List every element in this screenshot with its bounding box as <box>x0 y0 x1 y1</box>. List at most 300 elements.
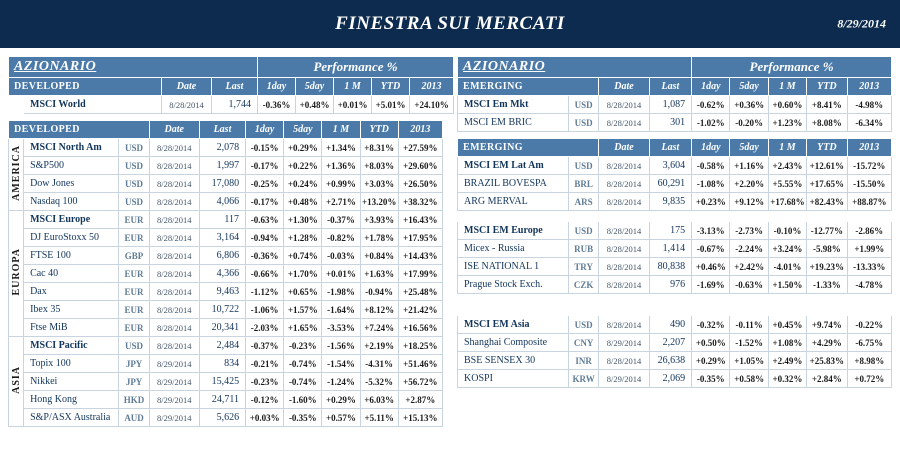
perf-2013: +1.99% <box>847 240 891 258</box>
perf-2013: +25.48% <box>398 283 442 301</box>
index-currency: EUR <box>119 229 149 247</box>
perf-ytd: +3.93% <box>360 211 398 229</box>
index-last: 834 <box>199 355 245 373</box>
index-date: 8/28/2014 <box>599 276 649 294</box>
index-last: 60,291 <box>649 175 691 193</box>
table-row <box>9 409 443 427</box>
col-2013-2: 2013 <box>847 139 891 157</box>
index-currency: AUD <box>119 409 149 427</box>
table-row <box>9 175 443 193</box>
index-currency: GBP <box>119 247 149 265</box>
perf-1day: -1.06% <box>246 301 284 319</box>
perf-ytd: +12.61% <box>807 157 847 175</box>
perf-5day: +9.12% <box>730 193 768 211</box>
perf-2013: +0.72% <box>847 370 891 388</box>
perf-1day: -0.32% <box>692 316 730 334</box>
index-last: 26,638 <box>649 352 691 370</box>
perf-2013: +17.99% <box>398 265 442 283</box>
perf-2013: +15.13% <box>398 409 442 427</box>
perf-1m: +0.01% <box>334 96 372 114</box>
index-last: 4,366 <box>199 265 245 283</box>
perf-1m: +0.01% <box>322 265 360 283</box>
perf-5day: -1.52% <box>730 334 768 352</box>
perf-1day: -0.17% <box>246 157 284 175</box>
perf-1day: +0.03% <box>246 409 284 427</box>
perf-ytd: +6.03% <box>360 391 398 409</box>
perf-1day: -0.15% <box>246 139 284 157</box>
index-last: 1,997 <box>199 157 245 175</box>
perf-2013: +24.10% <box>410 96 454 114</box>
col-1day: 1day <box>692 78 730 96</box>
index-last: 2,069 <box>649 370 691 388</box>
perf-1m: +2.49% <box>768 352 806 370</box>
index-date: 8/28/2014 <box>149 229 199 247</box>
perf-1m: -1.56% <box>322 337 360 355</box>
perf-5day: +1.30% <box>284 211 322 229</box>
index-last: 6,806 <box>199 247 245 265</box>
table-row <box>458 96 892 114</box>
perf-1m: +0.45% <box>768 316 806 334</box>
perf-1day: -0.25% <box>246 175 284 193</box>
perf-1day: -0.58% <box>692 157 730 175</box>
perf-ytd: +2.84% <box>807 370 847 388</box>
perf-1m: -3.53% <box>322 319 360 337</box>
table-row <box>458 175 892 193</box>
perf-5day: +1.70% <box>284 265 322 283</box>
perf-1day: -0.35% <box>692 370 730 388</box>
index-date: 8/28/2014 <box>149 265 199 283</box>
perf-2013: +38.32% <box>398 193 442 211</box>
index-currency: ARS <box>569 193 599 211</box>
index-name: Dow Jones <box>24 175 119 193</box>
col-2013-2: 2013 <box>398 121 442 139</box>
perf-1m: +0.32% <box>768 370 806 388</box>
perf-5day: -0.74% <box>284 373 322 391</box>
perf-ytd: +1.63% <box>360 265 398 283</box>
perf-ytd: +4.29% <box>807 334 847 352</box>
perf-ytd: +8.08% <box>807 114 847 132</box>
index-name: ARG MERVAL <box>458 193 569 211</box>
perf-5day: +0.22% <box>284 157 322 175</box>
panel-emerging <box>457 56 892 472</box>
left-section-label-2: DEVELOPED <box>9 121 150 139</box>
perf-5day: +1.28% <box>284 229 322 247</box>
index-date: 8/28/2014 <box>599 96 649 114</box>
index-last: 1,744 <box>212 96 258 114</box>
index-currency: USD <box>119 175 149 193</box>
index-name: BRAZIL BOVESPA <box>458 175 569 193</box>
index-date: 8/28/2014 <box>599 316 649 334</box>
perf-2013: -2.86% <box>847 222 891 240</box>
perf-5day: +2.20% <box>730 175 768 193</box>
perf-ytd: +5.01% <box>372 96 410 114</box>
perf-5day: +0.24% <box>284 175 322 193</box>
index-name: Cac 40 <box>24 265 119 283</box>
index-currency: USD <box>119 193 149 211</box>
index-date: 8/28/2014 <box>149 283 199 301</box>
table-row <box>458 157 892 175</box>
col-1day-2: 1day <box>246 121 284 139</box>
table-row <box>458 352 892 370</box>
index-date: 8/28/2014 <box>149 193 199 211</box>
perf-2013: -4.78% <box>847 276 891 294</box>
table-row <box>9 301 443 319</box>
perf-ytd: -0.94% <box>360 283 398 301</box>
left-section-label-1: DEVELOPED <box>9 78 162 96</box>
perf-2013: +21.42% <box>398 301 442 319</box>
index-date: 8/28/2014 <box>149 319 199 337</box>
perf-2013: -4.98% <box>847 96 891 114</box>
right-banner-row <box>458 57 892 78</box>
perf-1m: -0.10% <box>768 222 806 240</box>
perf-ytd: +82.43% <box>807 193 847 211</box>
index-currency: USD <box>569 157 599 175</box>
perf-2013: -13.33% <box>847 258 891 276</box>
left-banner-label: AZIONARIO <box>9 57 258 78</box>
perf-ytd: -5.98% <box>807 240 847 258</box>
index-name: MSCI EM Lat Am <box>458 157 569 175</box>
perf-5day: -1.60% <box>284 391 322 409</box>
index-date: 8/28/2014 <box>149 247 199 265</box>
perf-1day: -1.12% <box>246 283 284 301</box>
perf-1m: +1.36% <box>322 157 360 175</box>
perf-ytd: +8.03% <box>360 157 398 175</box>
col-ytd-2: YTD <box>807 139 847 157</box>
index-currency: USD <box>568 114 598 132</box>
table-row <box>458 240 892 258</box>
perf-1day: -0.12% <box>246 391 284 409</box>
index-name: MSCI Pacific <box>24 337 119 355</box>
left-main-table <box>8 120 443 427</box>
col-1m: 1 M <box>768 78 806 96</box>
perf-2013: +16.43% <box>398 211 442 229</box>
index-name: Shanghai Composite <box>458 334 569 352</box>
index-last: 9,463 <box>199 283 245 301</box>
index-last: 175 <box>649 222 691 240</box>
col-5day-2: 5day <box>284 121 322 139</box>
index-date: 8/28/2014 <box>149 139 199 157</box>
index-currency: EUR <box>119 319 149 337</box>
index-currency: EUR <box>119 211 149 229</box>
table-row <box>9 373 443 391</box>
index-date: 8/29/2014 <box>599 334 649 352</box>
index-currency: USD <box>119 139 149 157</box>
table-row <box>458 316 892 334</box>
col-date: Date <box>162 78 212 96</box>
table-row <box>9 157 443 175</box>
table-row <box>9 229 443 247</box>
left-performance-label: Performance % <box>258 57 454 78</box>
index-name: Hong Kong <box>24 391 119 409</box>
table-row <box>9 96 454 114</box>
col-ytd: YTD <box>807 78 847 96</box>
perf-2013: +26.50% <box>398 175 442 193</box>
index-name: Dax <box>24 283 119 301</box>
perf-1day: -0.36% <box>246 247 284 265</box>
perf-ytd: +17.65% <box>807 175 847 193</box>
perf-ytd: +2.19% <box>360 337 398 355</box>
index-last: 2,078 <box>199 139 245 157</box>
index-last: 490 <box>649 316 691 334</box>
perf-1m: +0.57% <box>322 409 360 427</box>
perf-1day: -0.62% <box>692 96 730 114</box>
table-row <box>9 193 443 211</box>
perf-5day: +1.16% <box>730 157 768 175</box>
right-performance-label: Performance % <box>692 57 892 78</box>
index-currency: RUB <box>569 240 599 258</box>
perf-5day: +0.29% <box>284 139 322 157</box>
perf-1day: -0.63% <box>246 211 284 229</box>
index-date: 8/28/2014 <box>599 114 649 132</box>
index-date: 8/29/2014 <box>149 355 199 373</box>
index-date: 8/28/2014 <box>149 211 199 229</box>
perf-1m: +1.23% <box>768 114 806 132</box>
perf-1day: -1.08% <box>692 175 730 193</box>
perf-2013: -6.34% <box>847 114 891 132</box>
perf-1m: +0.29% <box>322 391 360 409</box>
right-header-row-2 <box>458 139 892 157</box>
perf-ytd: +25.83% <box>807 352 847 370</box>
right-banner-label: AZIONARIO <box>458 57 692 78</box>
perf-1day: -1.02% <box>692 114 730 132</box>
index-last: 9,835 <box>649 193 691 211</box>
table-row <box>458 276 892 294</box>
index-name: MSCI Europe <box>24 211 119 229</box>
page-header <box>0 0 900 50</box>
index-date: 8/28/2014 <box>599 352 649 370</box>
perf-ytd: +3.03% <box>360 175 398 193</box>
index-currency: USD <box>119 157 149 175</box>
index-name: Micex - Russia <box>458 240 569 258</box>
index-name: MSCI EM Asia <box>458 316 569 334</box>
left-banner-table <box>8 56 454 114</box>
col-ytd: YTD <box>372 78 410 96</box>
report-date: 8/29/2014 <box>837 16 886 31</box>
perf-ytd: +19.23% <box>807 258 847 276</box>
index-currency: JPY <box>119 355 149 373</box>
index-name: MSCI North Am <box>24 139 119 157</box>
perf-1m: +2.71% <box>322 193 360 211</box>
index-currency: USD <box>119 337 149 355</box>
table-row <box>9 355 443 373</box>
perf-1day: +0.23% <box>692 193 730 211</box>
perf-ytd: +9.74% <box>807 316 847 334</box>
perf-1m: -0.82% <box>322 229 360 247</box>
perf-2013: -15.72% <box>847 157 891 175</box>
table-row <box>9 139 443 157</box>
index-currency: USD <box>569 222 599 240</box>
right-header-row-1 <box>458 78 892 96</box>
index-name: Topix 100 <box>24 355 119 373</box>
col-1m-2: 1 M <box>322 121 360 139</box>
index-name: BSE SENSEX 30 <box>458 352 569 370</box>
perf-2013: +8.98% <box>847 352 891 370</box>
perf-1day: -0.23% <box>246 373 284 391</box>
col-date-2: Date <box>149 121 199 139</box>
index-name: DJ EuroStoxx 50 <box>24 229 119 247</box>
table-row <box>458 222 892 240</box>
perf-ytd: -4.31% <box>360 355 398 373</box>
perf-5day: -0.63% <box>730 276 768 294</box>
perf-1m: +0.60% <box>768 96 806 114</box>
table-row <box>9 211 443 229</box>
perf-1m: +17.68% <box>768 193 806 211</box>
perf-1day: +0.29% <box>692 352 730 370</box>
perf-5day: +1.05% <box>730 352 768 370</box>
perf-2013: -6.75% <box>847 334 891 352</box>
index-date: 8/29/2014 <box>599 370 649 388</box>
perf-2013: +16.56% <box>398 319 442 337</box>
index-date: 8/28/2014 <box>599 222 649 240</box>
index-last: 20,341 <box>199 319 245 337</box>
index-currency: USD <box>568 96 598 114</box>
left-header-row-2 <box>9 121 443 139</box>
index-date: 8/28/2014 <box>599 193 649 211</box>
index-last: 24,711 <box>199 391 245 409</box>
perf-1m: +2.43% <box>768 157 806 175</box>
perf-1m: -4.01% <box>768 258 806 276</box>
index-currency: JPY <box>119 373 149 391</box>
col-1m-2: 1 M <box>768 139 806 157</box>
band-asia: ASIA <box>9 337 24 427</box>
index-last: 1,414 <box>649 240 691 258</box>
perf-1day: -0.36% <box>258 96 296 114</box>
col-date-2: Date <box>599 139 649 157</box>
table-row <box>9 283 443 301</box>
perf-5day: -2.73% <box>730 222 768 240</box>
col-1day-2: 1day <box>692 139 730 157</box>
perf-5day: +0.36% <box>730 96 768 114</box>
perf-2013: +17.95% <box>398 229 442 247</box>
index-name: MSCI EM Europe <box>458 222 569 240</box>
perf-5day: -2.24% <box>730 240 768 258</box>
index-currency: CNY <box>569 334 599 352</box>
index-currency: KRW <box>569 370 599 388</box>
left-header-row-1 <box>9 78 454 96</box>
index-last: 2,484 <box>199 337 245 355</box>
col-5day-2: 5day <box>730 139 768 157</box>
perf-5day: -0.74% <box>284 355 322 373</box>
index-date: 8/29/2014 <box>149 391 199 409</box>
page-title: FINESTRA SUI MERCATI <box>335 13 565 34</box>
perf-1day: -0.94% <box>246 229 284 247</box>
right-section-label-1: EMERGING <box>458 78 599 96</box>
table-row <box>458 370 892 388</box>
col-2013: 2013 <box>410 78 454 96</box>
right-main-table <box>457 138 892 388</box>
perf-1day: -3.13% <box>692 222 730 240</box>
perf-2013: +29.60% <box>398 157 442 175</box>
left-banner-row <box>9 57 454 78</box>
perf-1day: +0.50% <box>692 334 730 352</box>
perf-1m: -0.37% <box>322 211 360 229</box>
index-name: FTSE 100 <box>24 247 119 265</box>
index-last: 117 <box>199 211 245 229</box>
perf-1m: +1.08% <box>768 334 806 352</box>
perf-1m: -1.64% <box>322 301 360 319</box>
perf-1day: -1.69% <box>692 276 730 294</box>
perf-1day: -0.37% <box>246 337 284 355</box>
col-ytd-2: YTD <box>360 121 398 139</box>
index-currency: USD <box>569 316 599 334</box>
band-america: AMERICA <box>9 139 24 211</box>
table-row <box>9 319 443 337</box>
index-date: 8/28/2014 <box>599 258 649 276</box>
col-last-2: Last <box>199 121 245 139</box>
index-last: 10,722 <box>199 301 245 319</box>
perf-1m: -1.24% <box>322 373 360 391</box>
perf-1m: +1.50% <box>768 276 806 294</box>
index-date: 8/28/2014 <box>599 240 649 258</box>
perf-5day: +0.74% <box>284 247 322 265</box>
panel-developed <box>8 56 449 472</box>
index-last: 17,080 <box>199 175 245 193</box>
col-2013: 2013 <box>847 78 891 96</box>
table-row <box>458 334 892 352</box>
perf-2013: +27.59% <box>398 139 442 157</box>
index-last: 2,207 <box>649 334 691 352</box>
perf-1m: +0.99% <box>322 175 360 193</box>
index-date: 8/28/2014 <box>162 96 212 114</box>
spacer-row <box>458 294 892 305</box>
perf-ytd: -12.77% <box>807 222 847 240</box>
perf-5day: +0.65% <box>284 283 322 301</box>
index-date: 8/28/2014 <box>599 175 649 193</box>
index-last: 5,626 <box>199 409 245 427</box>
index-date: 8/29/2014 <box>149 409 199 427</box>
col-5day: 5day <box>296 78 334 96</box>
index-name: Ftse MiB <box>24 319 119 337</box>
index-currency: TRY <box>569 258 599 276</box>
perf-1day: -2.03% <box>246 319 284 337</box>
perf-ytd: +8.41% <box>807 96 847 114</box>
table-row <box>9 337 443 355</box>
band-europa: EUROPA <box>9 211 24 337</box>
perf-1m: -1.54% <box>322 355 360 373</box>
index-last: 301 <box>649 114 691 132</box>
index-last: 80,838 <box>649 258 691 276</box>
perf-ytd: -5.32% <box>360 373 398 391</box>
index-currency: EUR <box>119 301 149 319</box>
index-date: 8/28/2014 <box>149 175 199 193</box>
index-last: 3,164 <box>199 229 245 247</box>
perf-1day: -0.67% <box>692 240 730 258</box>
perf-1day: -0.21% <box>246 355 284 373</box>
perf-2013: +2.87% <box>398 391 442 409</box>
table-row <box>458 114 892 132</box>
perf-ytd: +5.11% <box>360 409 398 427</box>
index-name: Nikkei <box>24 373 119 391</box>
index-name: MSCI World <box>24 96 162 114</box>
index-date: 8/28/2014 <box>149 301 199 319</box>
col-1m: 1 M <box>334 78 372 96</box>
perf-5day: -0.23% <box>284 337 322 355</box>
report-body <box>0 50 900 472</box>
perf-5day: +0.48% <box>284 193 322 211</box>
index-last: 1,087 <box>649 96 691 114</box>
perf-2013: +18.25% <box>398 337 442 355</box>
index-date: 8/28/2014 <box>599 157 649 175</box>
spacer-row <box>458 211 892 222</box>
perf-ytd: +1.78% <box>360 229 398 247</box>
index-last: 3,604 <box>649 157 691 175</box>
perf-1m: -0.03% <box>322 247 360 265</box>
perf-5day: +0.48% <box>296 96 334 114</box>
perf-1m: +3.24% <box>768 240 806 258</box>
index-name: MSCI Em Mkt <box>458 96 569 114</box>
perf-ytd: -1.33% <box>807 276 847 294</box>
perf-1day: -0.17% <box>246 193 284 211</box>
